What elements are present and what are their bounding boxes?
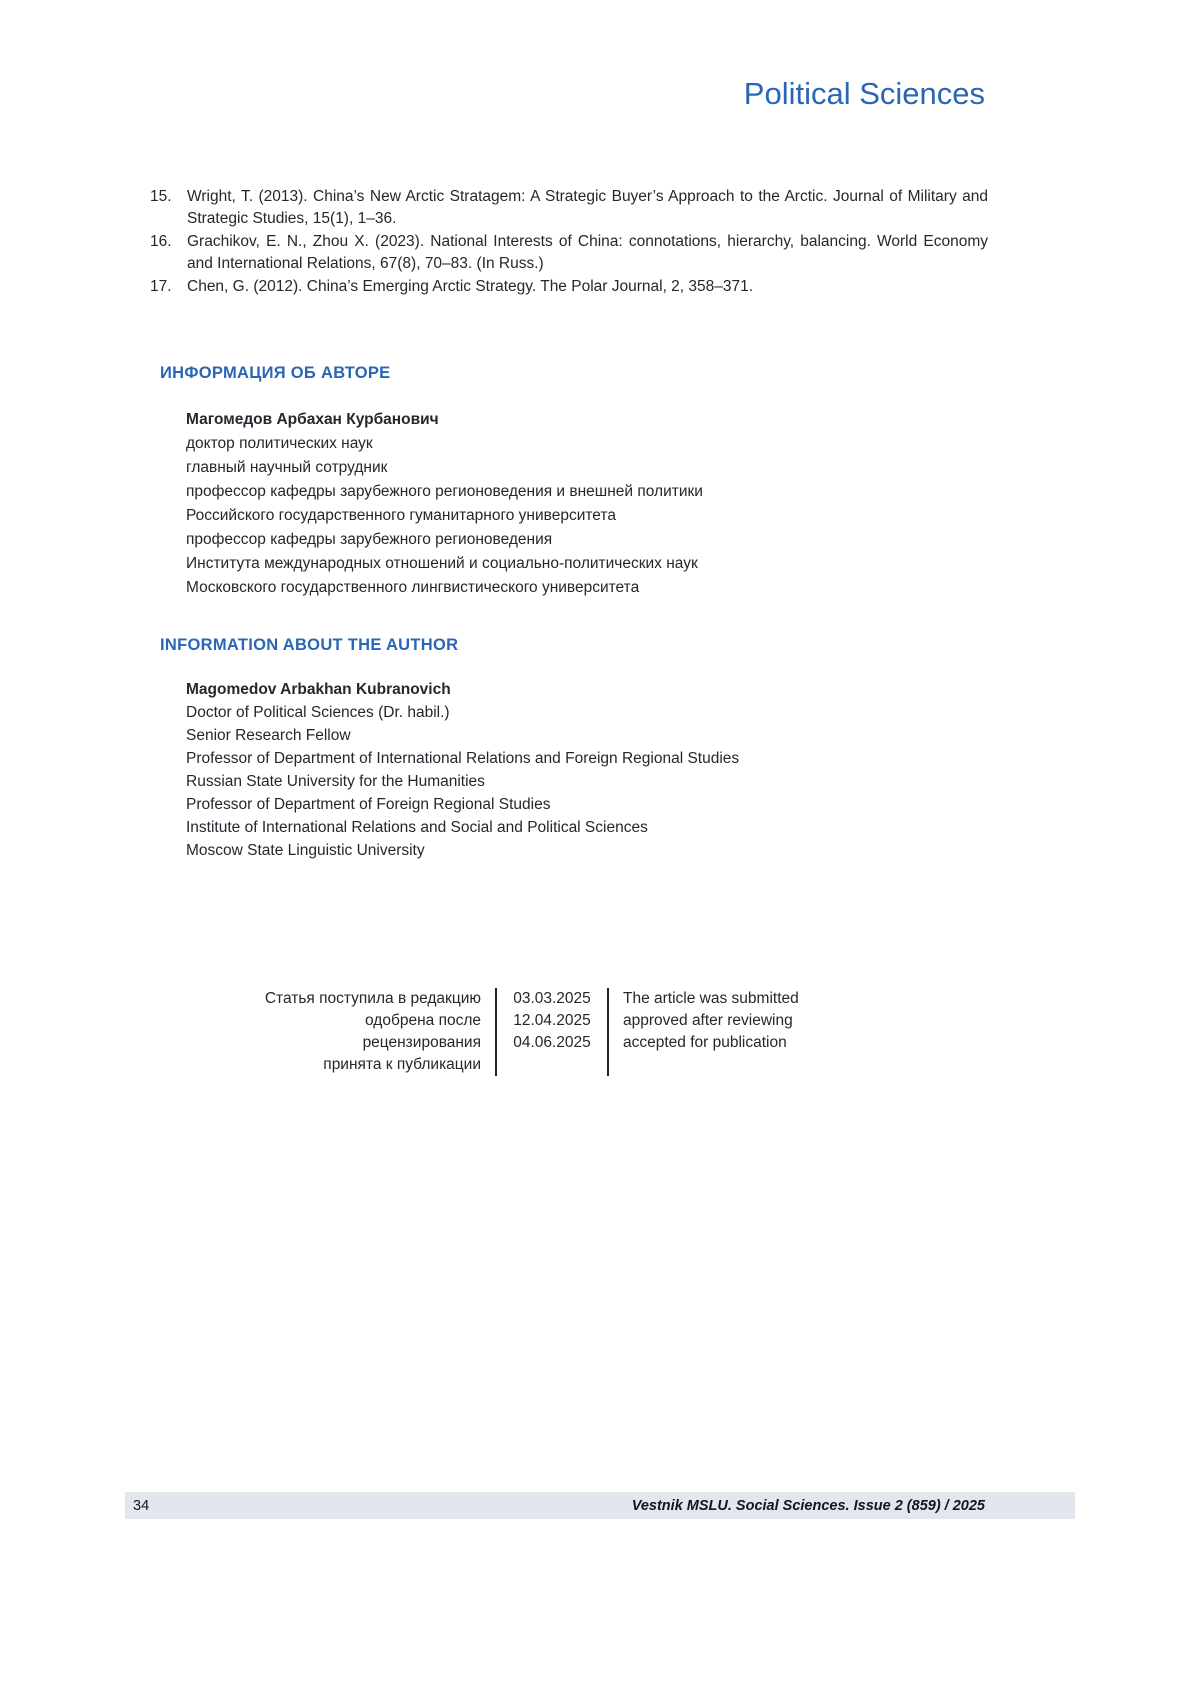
page-number: 34 [133,1497,150,1514]
author-line: Института международных отношений и социально-политических наук [186,555,698,572]
author-line: Московского государственного лингвистического университета [186,579,640,596]
vertical-divider [495,988,497,1076]
submission-date: 03.03.2025 [513,990,591,1007]
author-line: Institute of International Relations and Social and Political Sciences [186,819,648,836]
author-line: профессор кафедры зарубежного регионоведения [186,531,553,548]
submission-dates [511,988,593,1076]
submission-date: 04.06.2025 [513,1034,591,1051]
author-line: Professor of Department of International Relations and Foreign Regional Studies [186,750,740,767]
page-footer [125,1492,1075,1519]
submission-labels-en [623,988,823,1076]
author-name-en: Magomedov Arbakhan Kubranovich [186,681,451,698]
reference-number: 15. [150,188,172,205]
submission-label: accepted for publication [623,1034,787,1051]
reference-item [150,186,988,230]
submission-label: The article was submitted [623,990,799,1007]
references-list [150,186,988,299]
author-line: Senior Research Fellow [186,727,351,744]
reference-number: 16. [150,233,172,250]
author-line: Russian State University for the Humanities [186,773,485,790]
author-line: Российского государственного гуманитарного университета [186,507,616,524]
author-line: Doctor of Political Sciences (Dr. habil.) [186,704,450,721]
page-title: Political Sciences [743,76,985,111]
submission-dates-block [243,988,823,1076]
submission-label: approved after reviewing [623,1012,793,1029]
author-info-en [186,678,739,862]
author-line: Professor of Department of Foreign Regional Studies [186,796,551,813]
author-info-ru [186,408,703,600]
reference-item [150,276,988,298]
section-heading-author-en: INFORMATION ABOUT THE AUTHOR [160,636,459,654]
reference-text: Chen, G. (2012). China’s Emerging Arctic Strategy. The Polar Journal, 2, 358–371. [187,278,754,295]
reference-text: Wright, T. (2013). China’s New Arctic Stratagem: A Strategic Buyer’s Approach to the Arctic. Journal of Military and Strategic Studies, 15(1), 1–36. [187,188,988,227]
author-line: профессор кафедры зарубежного регионоведения и внешней политики [186,483,703,500]
submission-label: одобрена после рецензирования [362,1012,481,1051]
vertical-divider [607,988,609,1076]
section-heading-author-ru: ИНФОРМАЦИЯ ОБ АВТОРЕ [160,364,391,382]
journal-citation: Vestnik MSLU. Social Sciences. Issue 2 (859) / 2025 [631,1497,985,1514]
author-line: главный научный сотрудник [186,459,388,476]
author-name-ru: Магомедов Арбахан Курбанович [186,411,439,428]
submission-date: 12.04.2025 [513,1012,591,1029]
submission-label: принята к публикации [323,1056,481,1073]
reference-number: 17. [150,278,172,295]
reference-item [150,231,988,275]
author-line: доктор политических наук [186,435,373,452]
reference-text: Grachikov, E. N., Zhou X. (2023). National Interests of China: connotations, hierarchy, balancing. World Economy and International Relations, 67(8), 70–83. (In Russ.) [187,233,988,272]
submission-label: Статья поступила в редакцию [264,990,481,1007]
author-line: Moscow State Linguistic University [186,842,425,859]
submission-labels-ru [243,988,481,1076]
